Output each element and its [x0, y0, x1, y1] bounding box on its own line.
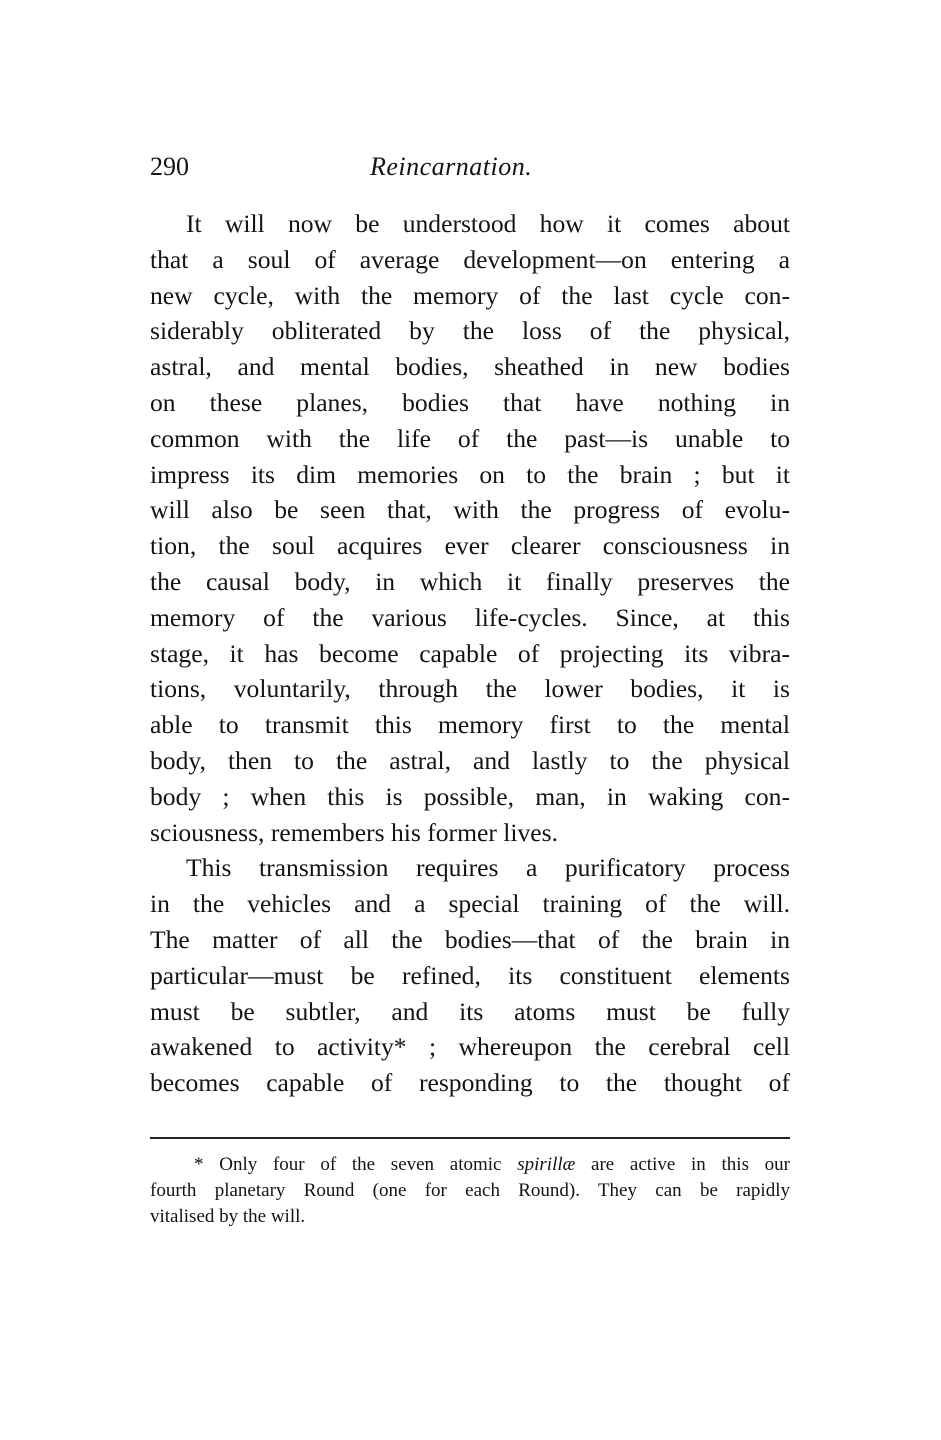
footnote-line: fourth planetary Round (one for each Round). They can be rapidly: [150, 1180, 790, 1201]
text-line: on these planes, bodies that have nothing in: [150, 387, 790, 417]
text-line: common with the life of the past—is unable to: [150, 423, 790, 453]
text-line: the causal body, in which it finally preserves the: [150, 566, 790, 596]
text-line: becomes capable of responding to the thought of: [150, 1068, 790, 1098]
text-line: The matter of all the bodies—that of the brain in: [150, 924, 790, 954]
text-line: must be subtler, and its atoms must be fully: [150, 996, 790, 1026]
text-line: in the vehicles and a special training of the will.: [150, 889, 790, 919]
body-text: [150, 206, 790, 1101]
text-line: impress its dim memories on to the brain ; but it: [150, 459, 790, 489]
text-line: body ; when this is possible, man, in waking con-: [150, 781, 790, 811]
text-line: This transmission requires a purificatory process: [186, 853, 790, 883]
footnote-italic-term: spirillæ: [517, 1154, 576, 1175]
text-line: It will now be understood how it comes about: [186, 209, 790, 238]
page-header: [150, 152, 790, 192]
text-line: memory of the various life-cycles. Since, at this: [150, 602, 790, 632]
text-line: that a soul of average development—on entering a: [150, 244, 790, 274]
footnote-text: are active in this our: [575, 1154, 791, 1175]
text-line: siderably obliterated by the loss of the physical,: [150, 316, 790, 346]
footnote-line: [150, 1152, 790, 1178]
text-line: able to transmit this memory first to the mental: [150, 710, 790, 740]
footnote-text: * Only four of the seven atomic: [194, 1154, 518, 1175]
page-number: 290: [150, 152, 189, 181]
text-line: new cycle, with the memory of the last cycle con-: [150, 280, 790, 310]
text-line: sciousness, remembers his former lives.: [150, 817, 558, 847]
text-line: will also be seen that, with the progress of evolu-: [150, 495, 790, 525]
footnote: [150, 1152, 790, 1230]
running-head: Reincarnation.: [370, 152, 533, 181]
text-line: tion, the soul acquires ever clearer consciousness in: [150, 531, 790, 561]
text-line: stage, it has become capable of projecting its vibra-: [150, 638, 790, 668]
text-line: awakened to activity* ; whereupon the cerebral cell: [150, 1032, 790, 1062]
text-line: body, then to the astral, and lastly to the physical: [150, 745, 790, 775]
text-line: particular—must be refined, its constituent elements: [150, 960, 790, 990]
footnote-line: vitalised by the will.: [150, 1206, 306, 1227]
footnote-rule: [150, 1137, 790, 1139]
text-line: tions, voluntarily, through the lower bodies, it is: [150, 674, 790, 704]
text-line: astral, and mental bodies, sheathed in new bodies: [150, 352, 790, 382]
